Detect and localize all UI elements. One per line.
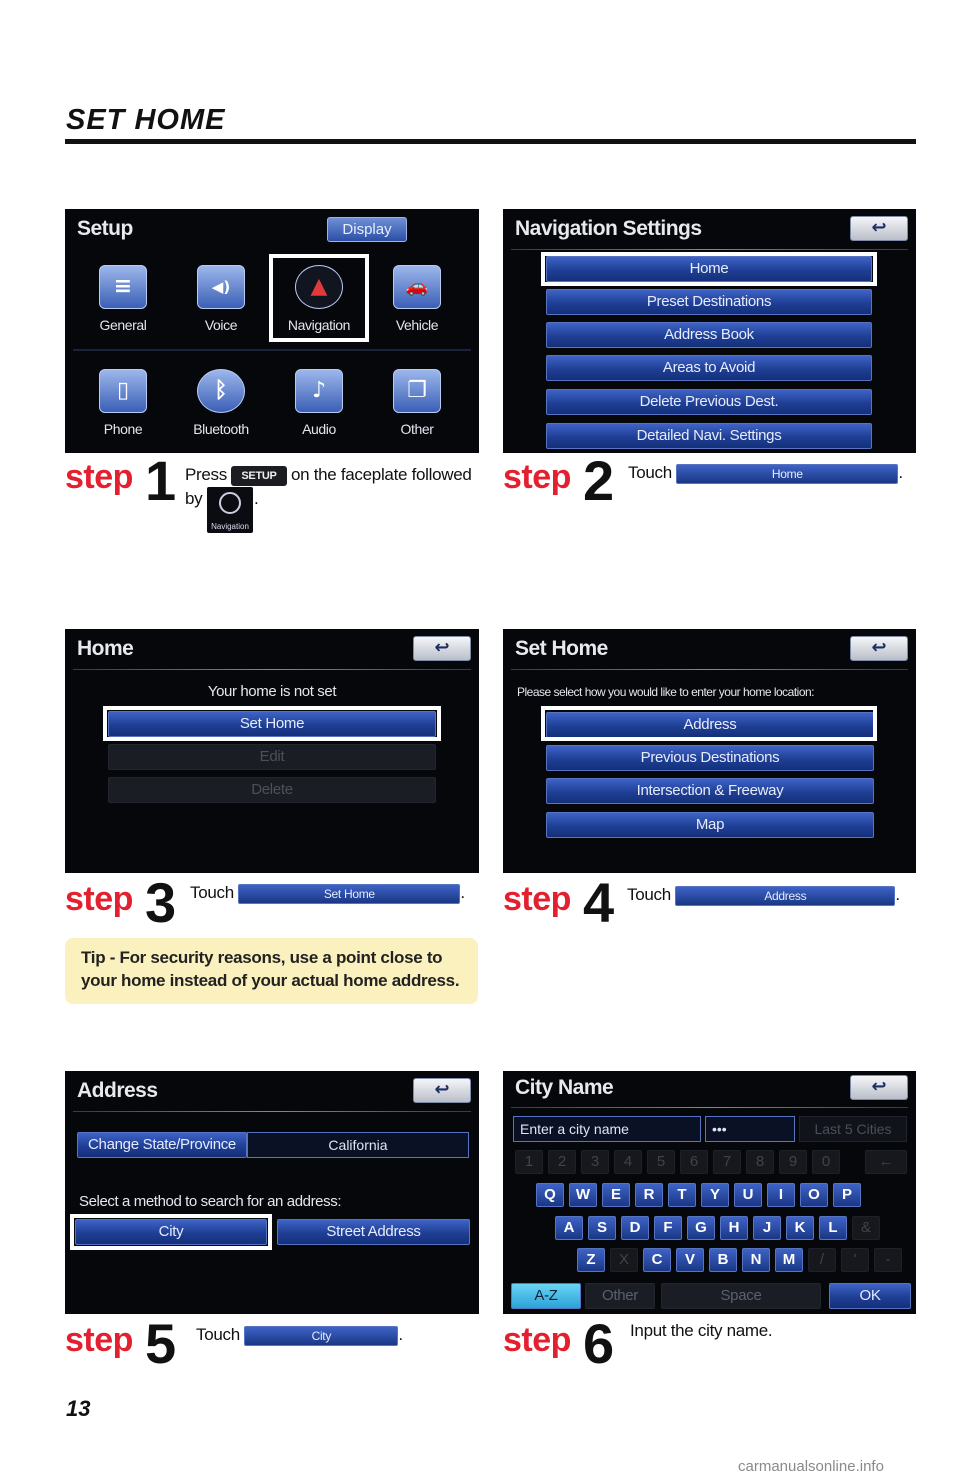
set-home-button[interactable]: Set Home — [108, 711, 436, 737]
step-3-text — [190, 881, 465, 905]
step-text: Touch — [190, 883, 234, 902]
address-search-prompt: Select a method to search for an address: — [79, 1193, 342, 1210]
highlight-navigation — [269, 254, 369, 342]
set-home-mini-button: Set Home — [238, 884, 460, 904]
city-name-screen — [503, 1071, 916, 1314]
step-period: . — [460, 883, 465, 902]
step-word: step — [503, 880, 571, 918]
back-arrow-icon: ↩ — [871, 217, 887, 238]
state-value-field: California — [247, 1132, 469, 1158]
key-1: 2 — [548, 1150, 576, 1174]
screen-header — [65, 1071, 479, 1113]
delete-previous-dest-button[interactable]: Delete Previous Dest. — [546, 389, 872, 415]
step-number: 3 — [145, 871, 177, 934]
set-home-screen — [503, 629, 916, 873]
highlight-home — [541, 252, 877, 286]
page-number: 13 — [66, 1396, 91, 1421]
screen-header — [503, 1071, 916, 1113]
key-8: 9 — [779, 1150, 807, 1174]
step-6-text: Input the city name. — [630, 1321, 773, 1340]
areas-to-avoid-button[interactable]: Areas to Avoid — [546, 355, 872, 381]
key-5[interactable]: H — [720, 1216, 748, 1240]
tile-label: Audio — [302, 421, 336, 437]
page-title: SET HOME — [66, 104, 226, 136]
step-number: 1 — [145, 449, 177, 512]
key-5: 6 — [680, 1150, 708, 1174]
other-icon: ❐ — [393, 369, 441, 413]
tile-label: Other — [400, 421, 434, 437]
back-button[interactable] — [850, 216, 908, 241]
step-period: . — [398, 1325, 403, 1344]
setup-screen — [65, 209, 479, 453]
header-rule — [73, 669, 471, 670]
tip-line: Tip - For security reasons, use a point close to — [81, 948, 443, 967]
step-4-text — [627, 883, 900, 907]
space-button[interactable]: Space — [661, 1283, 821, 1309]
step-period: . — [254, 489, 259, 508]
step-5-text — [196, 1323, 403, 1347]
step-word: step — [65, 1321, 133, 1359]
tile-audio[interactable] — [271, 359, 367, 449]
key-0[interactable]: A — [555, 1216, 583, 1240]
address-book-button[interactable]: Address Book — [546, 322, 872, 348]
key-9: & — [852, 1216, 880, 1240]
backspace-key: ← — [865, 1150, 907, 1174]
last-5-cities-button: Last 5 Cities — [799, 1116, 907, 1142]
key-5[interactable]: Y — [701, 1183, 729, 1207]
key-9: 0 — [812, 1150, 840, 1174]
tile-label: Navigation — [287, 317, 351, 333]
key-7: 8 — [746, 1150, 774, 1174]
key-3[interactable]: R — [635, 1183, 663, 1207]
tile-other[interactable] — [369, 359, 465, 449]
home-mini-button: Home — [676, 464, 898, 484]
preset-destinations-button[interactable]: Preset Destinations — [546, 289, 872, 315]
navigation-settings-screen — [503, 209, 916, 453]
key-9[interactable]: P — [833, 1183, 861, 1207]
step-1-text — [185, 463, 472, 487]
back-arrow-icon: ↩ — [434, 637, 450, 658]
key-2[interactable]: D — [621, 1216, 649, 1240]
key-4[interactable]: G — [687, 1216, 715, 1240]
speaker-icon: ◀) — [197, 265, 245, 309]
key-1[interactable]: W — [569, 1183, 597, 1207]
header-rule — [511, 669, 908, 670]
step-text: on the faceplate followed — [290, 465, 472, 484]
highlight-city — [70, 1214, 272, 1250]
home-button[interactable]: Home — [546, 256, 872, 282]
change-state-province-button[interactable]: Change State/Province — [77, 1132, 247, 1158]
back-button[interactable] — [850, 1075, 908, 1100]
key-6[interactable]: M — [775, 1248, 803, 1272]
key-0: 1 — [515, 1150, 543, 1174]
key-8[interactable]: L — [819, 1216, 847, 1240]
tile-divider — [73, 349, 471, 351]
screen-header — [503, 629, 916, 671]
screen-title: Setup — [77, 217, 133, 240]
address-screen — [65, 1071, 479, 1314]
step-word: step — [503, 458, 571, 496]
step-number: 6 — [583, 1312, 615, 1375]
bluetooth-icon: ᛒ — [197, 369, 245, 413]
display-button[interactable]: Display — [327, 217, 407, 242]
address-button[interactable]: Address — [546, 712, 874, 738]
tile-phone[interactable] — [75, 359, 171, 449]
key-8: ' — [841, 1248, 869, 1272]
tile-label: Vehicle — [395, 317, 439, 333]
map-button[interactable]: Map — [546, 812, 874, 838]
key-8[interactable]: O — [800, 1183, 828, 1207]
key-4[interactable]: B — [709, 1248, 737, 1272]
back-button[interactable] — [850, 636, 908, 661]
key-7[interactable]: K — [786, 1216, 814, 1240]
step-word: step — [65, 458, 133, 496]
detailed-navi-settings-button[interactable]: Detailed Navi. Settings — [546, 423, 872, 449]
tile-label: Phone — [103, 421, 143, 437]
screen-header — [65, 209, 479, 251]
address-mini-button: Address — [675, 886, 895, 906]
home-screen — [65, 629, 479, 873]
header-rule — [73, 1111, 471, 1112]
masked-entry-field: ••• — [705, 1116, 795, 1142]
set-home-prompt: Please select how you would like to enter your home location: — [517, 685, 815, 699]
back-arrow-icon: ↩ — [434, 1079, 450, 1100]
screen-title: Navigation Settings — [515, 217, 702, 240]
delete-button: Delete — [108, 777, 436, 803]
tile-voice[interactable] — [173, 255, 269, 345]
tile-general[interactable] — [75, 255, 171, 345]
previous-destinations-button[interactable]: Previous Destinations — [546, 745, 874, 771]
step-text: Touch — [628, 463, 672, 482]
back-arrow-icon: ↩ — [871, 1076, 887, 1097]
watermark: carmanualsonline.info — [738, 1458, 884, 1475]
step-2-text — [628, 461, 903, 485]
city-mini-button: City — [244, 1326, 398, 1346]
screen-title: Set Home — [515, 637, 608, 660]
step-number: 4 — [583, 871, 615, 934]
step-text: Press — [185, 465, 227, 484]
screen-title: Home — [77, 637, 134, 660]
screen-header — [503, 209, 916, 251]
step-period: . — [895, 885, 900, 904]
tile-vehicle[interactable] — [369, 255, 465, 345]
setup-key: SETUP — [231, 466, 287, 486]
header-rule — [511, 1107, 908, 1108]
key-0[interactable]: Q — [536, 1183, 564, 1207]
tile-label: General — [99, 317, 147, 333]
key-7[interactable]: I — [767, 1183, 795, 1207]
title-rule — [65, 139, 916, 144]
home-status-text: Your home is not set — [207, 683, 337, 700]
screen-title: Address — [77, 1079, 158, 1102]
a-z-button[interactable]: A-Z — [511, 1283, 581, 1309]
security-tip — [65, 938, 478, 1004]
music-note-icon: ♪ — [295, 369, 343, 413]
key-4[interactable]: T — [668, 1183, 696, 1207]
key-2: 3 — [581, 1150, 609, 1174]
key-0[interactable]: Z — [577, 1248, 605, 1272]
city-button[interactable]: City — [75, 1219, 267, 1245]
key-9: - — [874, 1248, 902, 1272]
key-2[interactable]: E — [602, 1183, 630, 1207]
street-address-button[interactable]: Street Address — [277, 1219, 470, 1245]
key-1[interactable]: S — [588, 1216, 616, 1240]
navigation-thumb-button — [207, 487, 253, 533]
back-button[interactable] — [413, 1078, 471, 1103]
highlight-set-home — [103, 706, 441, 741]
thumb-label: Navigation — [211, 522, 249, 531]
header-rule — [511, 249, 908, 250]
key-7: / — [808, 1248, 836, 1272]
tile-bluetooth[interactable] — [173, 359, 269, 449]
screen-header — [65, 629, 479, 671]
step-word: step — [65, 880, 133, 918]
tile-label: Voice — [204, 317, 238, 333]
key-2[interactable]: C — [643, 1248, 671, 1272]
step-period: . — [898, 463, 903, 482]
city-name-input[interactable]: Enter a city name — [513, 1116, 701, 1142]
step-1-text-by: by — [185, 489, 203, 508]
navigation-icon — [219, 492, 241, 514]
phone-icon: ▯ — [99, 369, 147, 413]
step-text: Touch — [627, 885, 671, 904]
key-4: 5 — [647, 1150, 675, 1174]
navigation-icon: ▲ — [295, 265, 343, 309]
key-1: X — [610, 1248, 638, 1272]
ok-button[interactable]: OK — [829, 1283, 911, 1309]
general-icon: ≡ — [99, 265, 147, 309]
tip-line: your home instead of your actual home address. — [81, 971, 460, 990]
intersection-freeway-button[interactable]: Intersection & Freeway — [546, 778, 874, 804]
step-text: Touch — [196, 1325, 240, 1344]
step-number: 5 — [145, 1312, 177, 1375]
car-icon: 🚗 — [393, 265, 441, 309]
key-3[interactable]: V — [676, 1248, 704, 1272]
key-5[interactable]: N — [742, 1248, 770, 1272]
back-arrow-icon: ↩ — [871, 637, 887, 658]
key-6[interactable]: U — [734, 1183, 762, 1207]
key-3[interactable]: F — [654, 1216, 682, 1240]
key-3: 4 — [614, 1150, 642, 1174]
key-6[interactable]: J — [753, 1216, 781, 1240]
edit-button: Edit — [108, 744, 436, 770]
highlight-address — [541, 706, 877, 741]
screen-title: City Name — [515, 1076, 614, 1099]
key-6: 7 — [713, 1150, 741, 1174]
other-button[interactable]: Other — [585, 1283, 655, 1309]
back-button[interactable] — [413, 636, 471, 661]
step-number: 2 — [583, 449, 615, 512]
tile-label: Bluetooth — [193, 421, 249, 437]
step-word: step — [503, 1321, 571, 1359]
